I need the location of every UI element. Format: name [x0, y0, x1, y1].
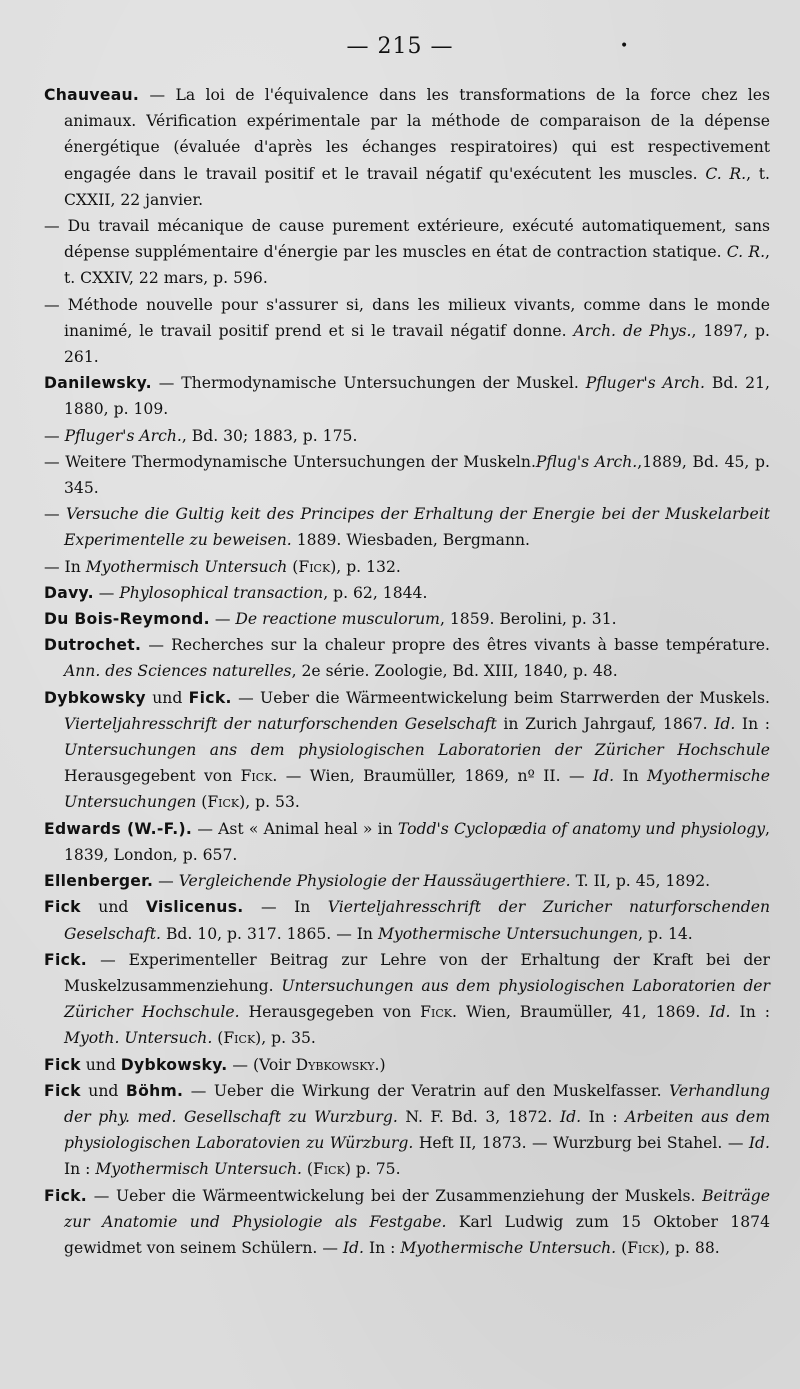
entry-source-title: Vierteljahresschrift der Zuricher naturforschenden Geselschaft. [64, 898, 771, 943]
entry-text: ) p. 75. [344, 1160, 401, 1179]
entry-source-title: Versuche die Gultig keit des Principes der Erhaltung der Energie bei der Muskelarbeit Experimentelle zu beweisen. [64, 505, 770, 550]
entry-source-title: Todd's Cyclopædia of anatomy und physiology [397, 819, 766, 838]
entry-text: Karl Ludwig zum 15 Oktober 1874 gewidmet von seinem Schülern. — [64, 1212, 770, 1257]
entry-source-title: Phylosophical transaction [119, 583, 324, 602]
entry-text: In : [735, 714, 770, 733]
bibliography-entry [44, 1052, 770, 1078]
entry-author: Danilewsky. [44, 374, 152, 393]
bibliography-entry [44, 632, 770, 684]
entry-editor-name: Fick [240, 767, 273, 786]
bibliography-entry [44, 423, 770, 449]
entry-source-title: Ann. des Sciences naturelles [64, 662, 292, 681]
entry-text: — Ueber die Wärmeentwickelung bei der Zusammenziehung der Muskels. [87, 1186, 703, 1205]
speck-mark: • [620, 38, 630, 54]
bibliography-entry [44, 868, 770, 894]
entry-source-title: Id. [342, 1238, 364, 1257]
page-number: — 215 — [346, 34, 454, 59]
entry-text: ), p. 35. [255, 1029, 316, 1048]
entry-source-title: Id. [709, 1003, 731, 1022]
entry-source-title: Pflug's Arch. [535, 452, 638, 471]
entry-editor-name: Dybkowsky [295, 1055, 375, 1074]
bibliography-entry [44, 816, 770, 868]
entry-author: Edwards (W.-F.). [44, 819, 193, 838]
entry-text: , t. CXXIV, 22 mars, p. 596. [64, 243, 770, 288]
entry-text: Heft II, 1873. — Wurzburg bei Stahel. — [413, 1134, 749, 1153]
entry-source-title: Id. [714, 714, 736, 733]
entry-source-title: C. R. [705, 164, 747, 183]
entry-text: In : [581, 1107, 626, 1126]
entry-text: , 1839, London, p. 657. [64, 819, 770, 864]
entry-text: , p. 62, 1844. [323, 583, 428, 602]
entry-text: ,1889, Bd. 45, p. 345. [64, 452, 770, 498]
entry-text: . Wien, Braumüller, 41, 1869. [451, 1003, 710, 1022]
bibliography-entry [44, 370, 770, 422]
entry-source-title: Myothermisch Untersuch [85, 557, 288, 576]
entry-author: Fick [44, 898, 81, 917]
entry-source-title: De reactione musculorum [235, 610, 440, 629]
entry-editor-name: Fick [207, 793, 240, 812]
entry-text: Bd. 10, p. 317. 1865. — In [160, 924, 378, 943]
entry-source-title: C. R. [726, 243, 766, 262]
entry-source-title: Myoth. Untersuch. [64, 1029, 213, 1048]
entry-text: — In [44, 557, 86, 576]
entry-text: N. F. Bd. 3, 1872. [397, 1107, 560, 1126]
entry-text: — Ast « Animal heal » in [192, 819, 398, 838]
bibliography-entry [44, 554, 770, 580]
entry-text: ( [287, 557, 299, 576]
entry-text: In : [730, 1003, 771, 1022]
entry-author: Davy. [44, 583, 94, 602]
entry-text: — Experimenteller Beitrag zur Lehre von der Erhaltung der Kraft bei der Muskelzusammenziehung. [64, 950, 770, 995]
entry-text: — Méthode nouvelle pour s'assurer si, dans les milieux vivants, comme dans le monde inanimé, le travail positif prend et si le travail négatif donne. [44, 295, 770, 340]
entry-text: In : [364, 1238, 401, 1257]
entry-text: ( [301, 1160, 314, 1179]
entry-source-title: Myothermische Untersuch. [400, 1238, 617, 1257]
entry-text: ( [212, 1029, 224, 1048]
entry-source-title: Verhandlung der phy. med. Gesellschaft zu Wurzburg. [64, 1081, 771, 1126]
entry-text: , 1859. Berolini, p. 31. [439, 610, 617, 629]
entry-text: — Ueber die Wärmeentwickelung beim Starrwerden der Muskels. [231, 688, 771, 707]
entry-source-title: Id. [748, 1134, 770, 1153]
entry-text: — [93, 583, 120, 602]
entry-editor-name: Fick [420, 1003, 452, 1022]
entry-source-title: Myothermische Untersuchungen [64, 767, 770, 812]
entry-text: — Du travail mécanique de cause purement extérieure, exécuté automatiquement, sans dépense supplémentaire d'énergie par les muscles en état de contraction statique. [44, 217, 770, 262]
entry-source-title: Untersuchungen ans dem physiologischen Laboratorien der Züricher Hochschule [64, 741, 770, 760]
entry-source-title: Myothermische Untersuchungen [377, 924, 639, 943]
entry-text: und [80, 1055, 121, 1074]
entry-text: .) [374, 1055, 386, 1074]
entry-text: Bd. 21, 1880, p. 109. [64, 374, 770, 419]
entry-author: Fick. [44, 950, 88, 969]
entry-source-title: Id. [559, 1107, 582, 1126]
entry-text: — [44, 426, 65, 445]
bibliography-entry [44, 894, 770, 946]
entry-author: Dutrochet. [44, 636, 142, 655]
entry-source-title: Pfluger's Arch. [64, 426, 182, 445]
bibliography-list [44, 82, 770, 1261]
entry-text: , t. CXXII, 22 janvier. [64, 164, 770, 209]
entry-text: — La loi de l'équivalence dans les transformations de la force chez les animaux. Vérification expérimentale par la méthode de comparaison de la dépense énergétique (évaluée d'après les échanges respiratoires) qui est respectivement engagée dans le travail positif et le travail négatif qu'exécutent les muscles. [64, 86, 770, 183]
entry-coauthor: Vislicenus. [145, 898, 244, 917]
entry-coauthor: Dybkowsky. [120, 1055, 228, 1074]
entry-author: Du Bois-Reymond. [44, 610, 210, 629]
entry-text: in Zurich Jahrgauf, 1867. [496, 714, 715, 733]
entry-editor-name: Fick [313, 1160, 345, 1179]
entry-text: , Bd. 30; 1883, p. 175. [181, 426, 358, 445]
entry-text: T. II, p. 45, 1892. [570, 872, 711, 891]
entry-author: Fick. [44, 1186, 88, 1205]
bibliography-entry [44, 501, 770, 553]
entry-text: ( [196, 793, 208, 812]
entry-text: — Ueber die Wirkung der Veratrin auf den Muskelfasser. [183, 1081, 670, 1100]
bibliography-entry [44, 606, 770, 632]
entry-text: , 2e série. Zoologie, Bd. XIII, 1840, p. 48. [291, 662, 618, 681]
entry-coauthor: Böhm. [125, 1081, 184, 1100]
entry-source-title: Id. [592, 767, 615, 786]
entry-text: 1889. Wiesbaden, Bergmann. [291, 531, 530, 550]
bibliography-entry [44, 292, 770, 371]
entry-text: — Weitere Thermodynamische Untersuchungen der Muskeln. [44, 452, 536, 471]
entry-text: und [80, 898, 146, 917]
entry-text: — [44, 505, 66, 524]
entry-author: Ellenberger. [44, 872, 154, 891]
bibliography-entry [44, 1078, 770, 1183]
bibliography-entry [44, 947, 770, 1052]
entry-text: Herausgegebent von [64, 767, 241, 786]
page-number-header [0, 34, 800, 59]
bibliography-entry [44, 685, 770, 816]
entry-editor-name: Fick [223, 1029, 256, 1048]
entry-author: Fick [44, 1081, 81, 1100]
entry-text: — In [243, 898, 328, 917]
entry-text: — Thermodynamische Untersuchungen der Muskel. [151, 374, 586, 393]
entry-text: , p. 14. [638, 924, 693, 943]
entry-text: ), p. 88. [659, 1238, 720, 1257]
entry-coauthor: Fick. [188, 688, 232, 707]
entry-text: — Recherches sur la chaleur propre des êtres vivants à basse température. [141, 636, 770, 655]
entry-text: , 1897, p. 261. [64, 321, 770, 367]
entry-author: Chauveau. [44, 86, 140, 104]
bibliography-entry [44, 449, 770, 501]
bibliography-entry [44, 1183, 770, 1262]
entry-text: — [153, 872, 179, 891]
entry-text: ( [616, 1238, 628, 1257]
bibliography-entry [44, 580, 770, 606]
entry-source-title: Pfluger's Arch. [585, 374, 705, 393]
entry-source-title: Vergleichende Physiologie der Haussäugerthiere. [178, 872, 571, 891]
entry-source-title: Arbeiten aus dem physiologischen Laboratovien zu Würzburg. [64, 1107, 770, 1153]
entry-source-title: Arch. de Phys. [573, 321, 692, 340]
entry-text: ), p. 132. [330, 557, 401, 576]
entry-author: Dybkowsky [44, 688, 146, 707]
entry-text: ), p. 53. [239, 793, 300, 812]
bibliography-entry [44, 82, 770, 213]
entry-editor-name: Fick [298, 557, 331, 576]
entry-source-title: Vierteljahresschrift der naturforschenden Geselschaft [64, 714, 497, 733]
entry-text: und [145, 688, 189, 707]
entry-source-title: Beiträge zur Anatomie und Physiologie als Festgabe. [64, 1186, 770, 1231]
bibliography-entry [44, 213, 770, 292]
entry-text: — [209, 610, 236, 629]
entry-author: Fick [44, 1055, 81, 1074]
entry-text: — (Voir [227, 1055, 296, 1074]
entry-text: . — Wien, Braumüller, 1869, nº II. — [272, 767, 593, 786]
entry-source-title: Untersuchungen aus dem physiologischen Laboratorien der Züricher Hochschule. [64, 976, 770, 1022]
entry-text: und [80, 1081, 126, 1100]
entry-source-title: Myothermisch Untersuch. [95, 1160, 302, 1179]
entry-editor-name: Fick [627, 1238, 659, 1257]
entry-text: Herausgegeben von [239, 1003, 421, 1022]
entry-text: In : [64, 1160, 96, 1179]
entry-text: In [614, 767, 648, 786]
